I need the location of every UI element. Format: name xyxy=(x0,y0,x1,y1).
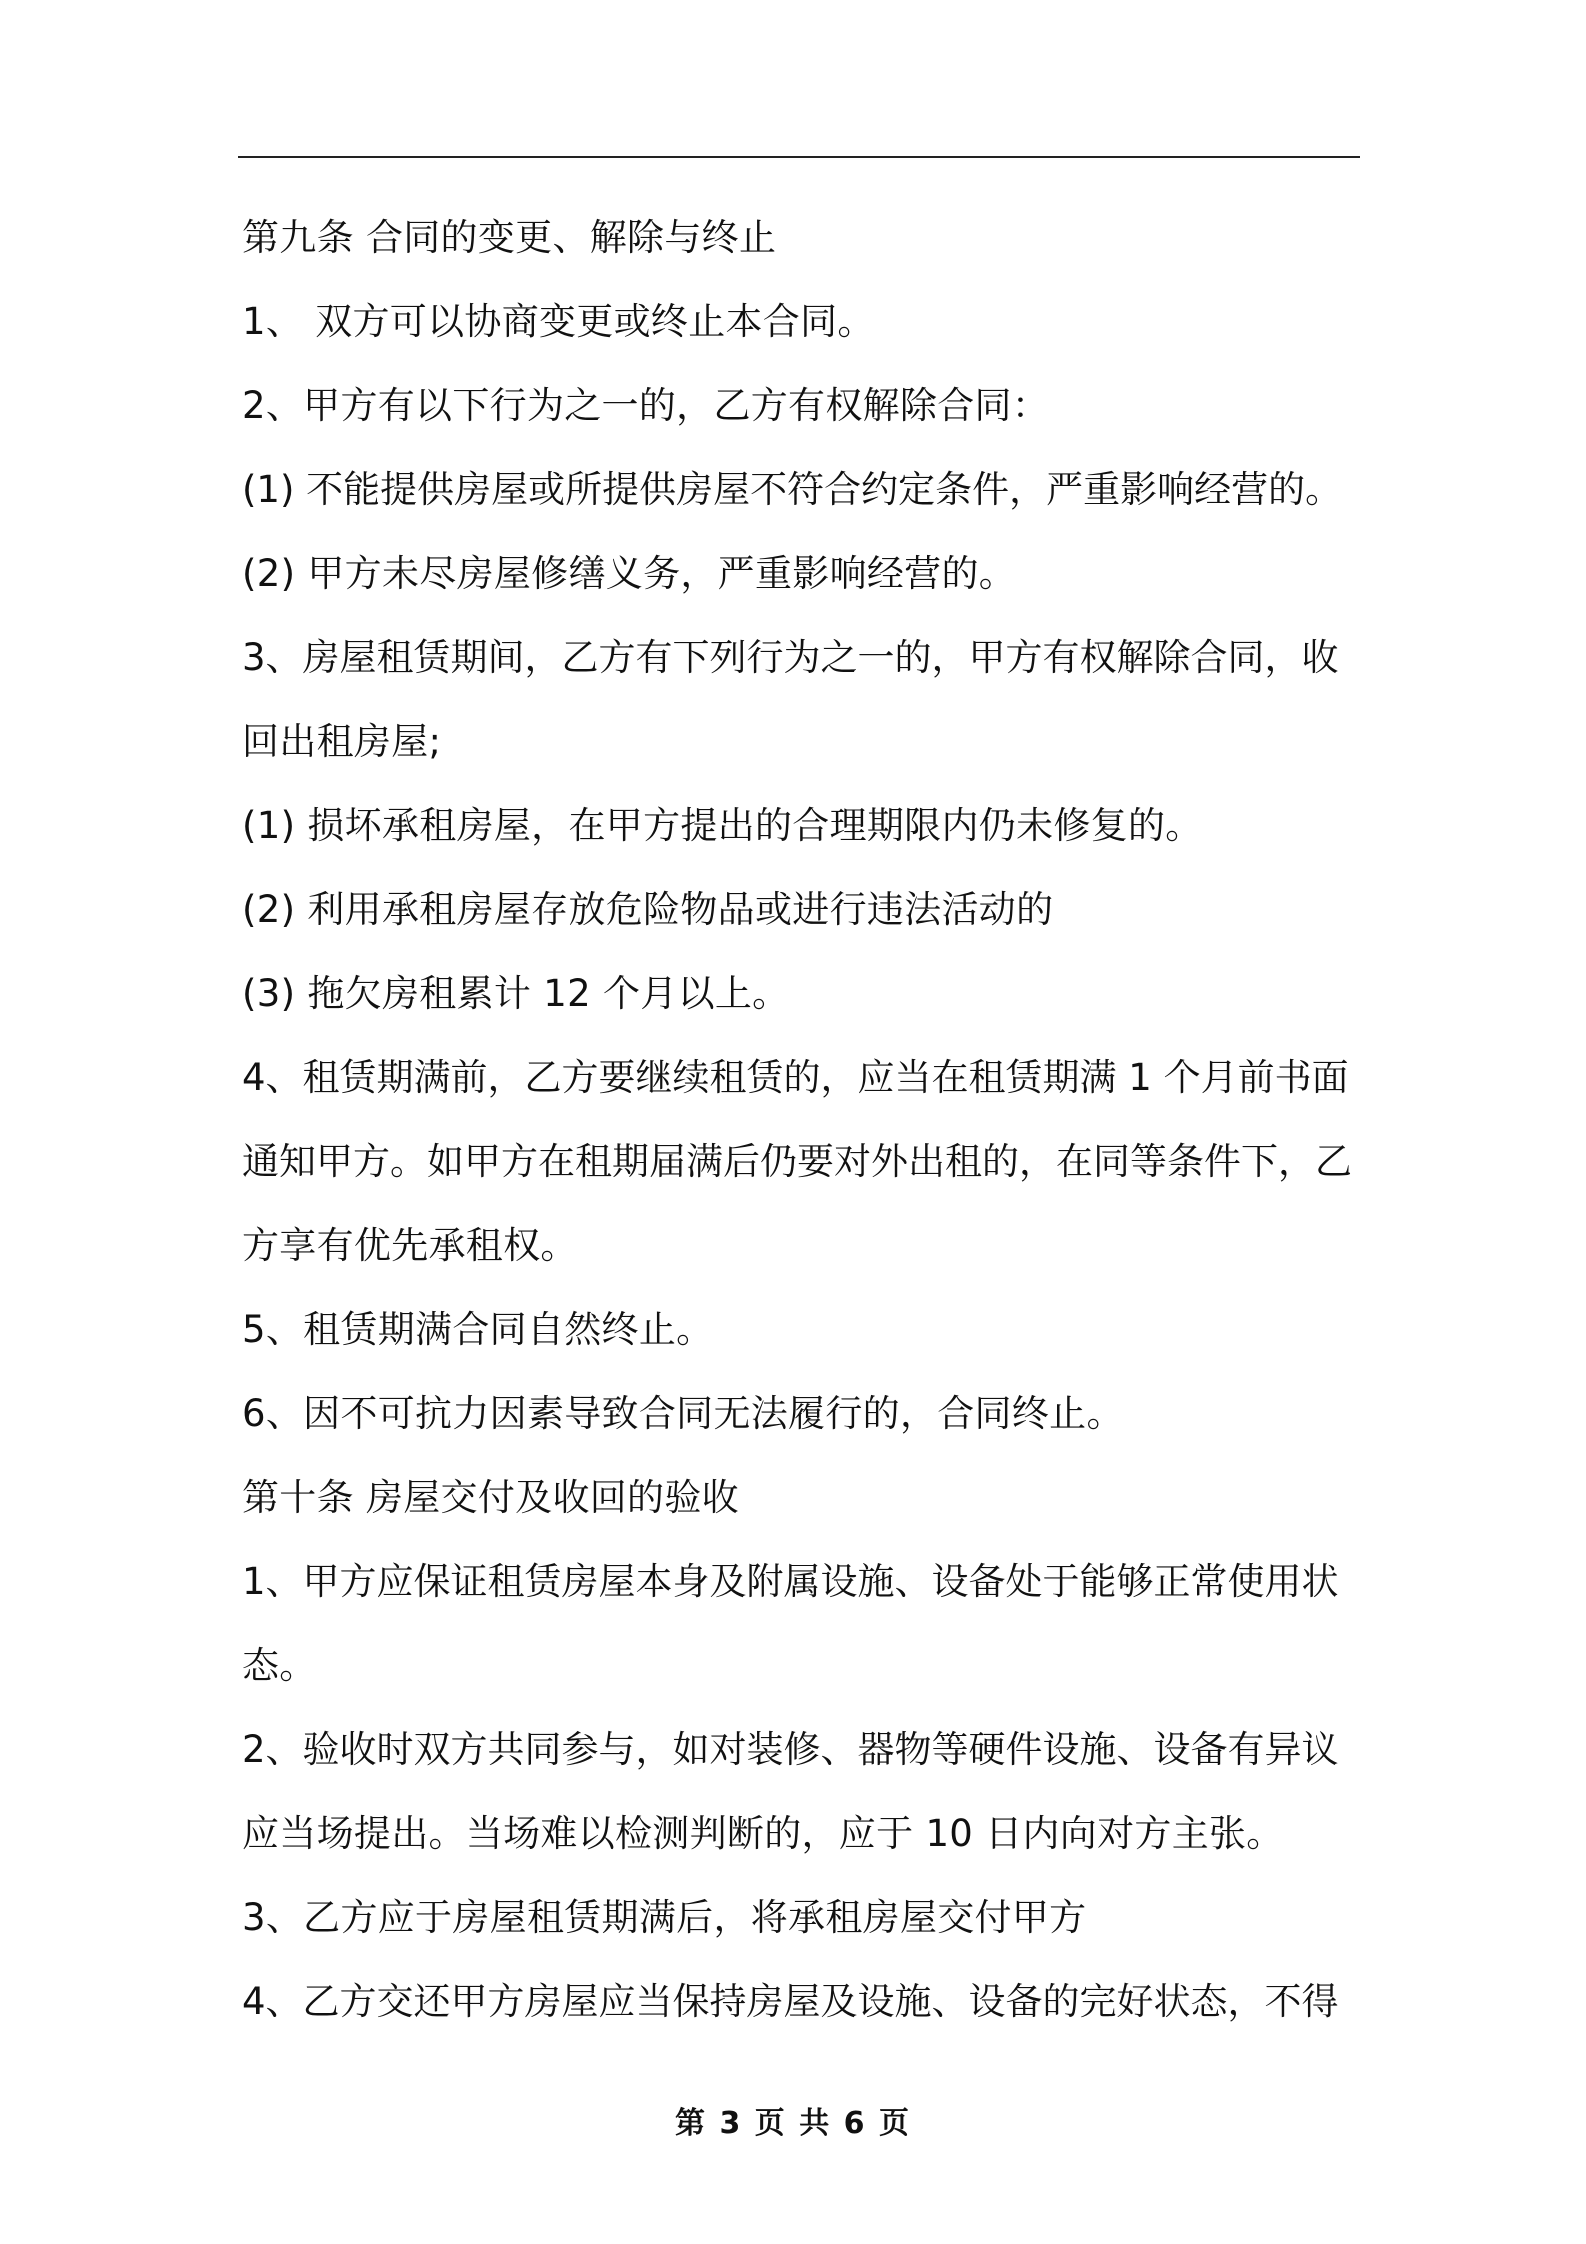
paragraph-line: 5、租赁期满合同自然终止。 xyxy=(242,1308,714,1351)
article-10-heading: 第十条 房屋交付及收回的验收 xyxy=(242,1476,739,1519)
paragraph-line: 3、乙方应于房屋租赁期满后，将承租房屋交付甲方 xyxy=(242,1896,1087,1939)
paragraph-line: 6、因不可抗力因素导致合同无法履行的，合同终止。 xyxy=(242,1392,1124,1435)
paragraph-line: 1、甲方应保证租赁房屋本身及附属设施、设备处于能够正常使用状 xyxy=(242,1560,1339,1603)
paragraph-line: 4、租赁期满前，乙方要继续租赁的，应当在租赁期满 1 个月前书面 xyxy=(242,1056,1349,1099)
document-body xyxy=(242,196,1362,2044)
paragraph-line: (1) 损坏承租房屋，在甲方提出的合理期限内仍未修复的。 xyxy=(242,804,1203,847)
paragraph-line: 1、 双方可以协商变更或终止本合同。 xyxy=(242,300,875,343)
article-9-heading: 第九条 合同的变更、解除与终止 xyxy=(242,216,777,259)
paragraph-line: 回出租房屋; xyxy=(242,720,442,763)
paragraph-line: 4、乙方交还甲方房屋应当保持房屋及设施、设备的完好状态，不得 xyxy=(242,1980,1339,2023)
header-rule xyxy=(238,156,1360,158)
paragraph-line: (3) 拖欠房租累计 12 个月以上。 xyxy=(242,972,790,1015)
paragraph-line: (2) 利用承租房屋存放危险物品或进行违法活动的 xyxy=(242,888,1054,931)
paragraph-line: (2) 甲方未尽房屋修缮义务，严重影响经营的。 xyxy=(242,552,1017,595)
paragraph-line: 3、房屋租赁期间，乙方有下列行为之一的，甲方有权解除合同，收 xyxy=(242,636,1339,679)
paragraph-line: 2、验收时双方共同参与，如对装修、器物等硬件设施、设备有异议 xyxy=(242,1728,1339,1771)
paragraph-line: 2、甲方有以下行为之一的，乙方有权解除合同： xyxy=(242,384,1050,427)
paragraph-line: 态。 xyxy=(242,1644,317,1687)
page-number-footer: 第 3 页 共 6 页 xyxy=(675,2106,911,2141)
paragraph-line: 方享有优先承租权。 xyxy=(242,1224,578,1267)
paragraph-line: (1) 不能提供房屋或所提供房屋不符合约定条件，严重影响经营的。 xyxy=(242,468,1343,511)
paragraph-line: 通知甲方。如甲方在租期届满后仍要对外出租的，在同等条件下，乙 xyxy=(242,1140,1352,1183)
paragraph-line: 应当场提出。当场难以检测判断的，应于 10 日内向对方主张。 xyxy=(242,1812,1284,1855)
